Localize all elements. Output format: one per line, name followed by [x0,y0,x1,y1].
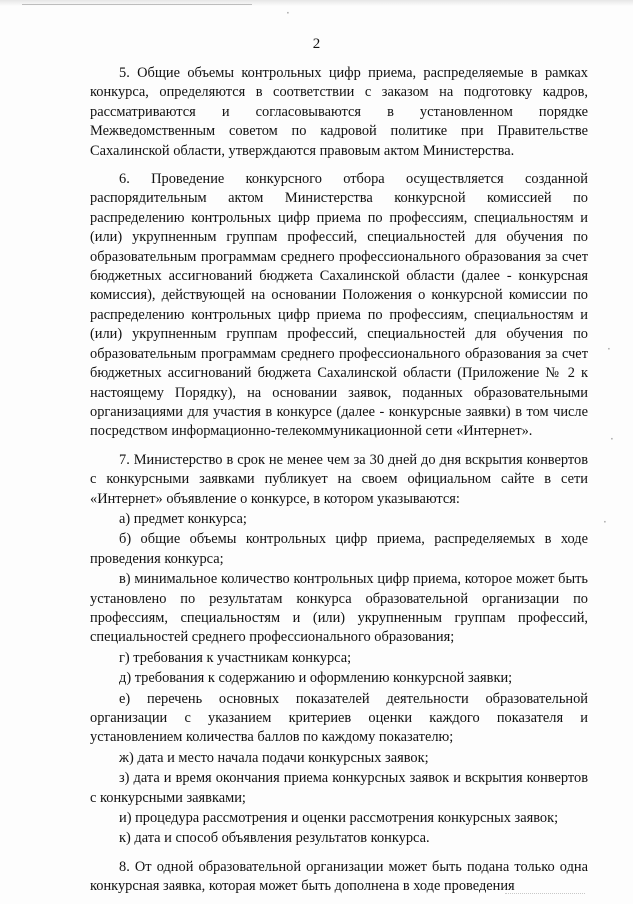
scan-edge [0,0,633,6]
scan-speck: · [286,6,290,20]
list-item-z: з) дата и время окончания приема конкурсных заявок и вскрытия конвертов с конкурсными заявками; [90,770,588,806]
paragraph-5: 5. Общие объемы контрольных цифр приема, распределяемые в рамках конкурса, определяются в соответствии с заказом на подготовку кадров, рассматриваются и согласовываются в установленном порядке Межведомственным советом по кадровой политике при Правительстве Сахалинской области, утверждаются правовым актом Министерства. [90,65,588,159]
list-item-k: к) дата и способ объявления результатов конкурса. [119,830,430,847]
list-item-a: а) предмет конкурса; [119,510,247,527]
list-item-d: д) требования к содержанию и оформлению конкурсной заявки; [119,670,513,687]
paragraph-7: 7. Министерство в срок не менее чем за 30 дней до дня вскрытия конвертов с конкурсными заявками публикует на своем официальном сайте в сети «Интернет» объявление о конкурсе, в котором указываются: [90,451,588,507]
scan-artifact-line [22,4,252,5]
document-body [90,64,588,897]
scan-speck: · [603,515,607,529]
paragraph-8: 8. От одной образовательной организации может быть подана только одна конкурсная заявка, которая может быть дополнена в ходе проведения [90,858,588,895]
scan-speck: · [607,342,611,356]
scan-speck: · [610,432,614,446]
list-item-v: в) минимальное количество контрольных цифр приема, которое может быть установлено по результатам конкурса образовательной организации по профессиям, специальностям и (или) укрупненным группам профессий, специальностей среднего профессионального образования; [90,571,588,646]
scan-artifact-dots [505,893,585,896]
list-item-i: и) процедура рассмотрения и оценки рассмотрения конкурсных заявок; [119,810,559,827]
list-item-e: е) перечень основных показателей деятельности образовательной организации с указанием критериев оценки каждого показателя и установлением количества баллов по каждому показателю; [90,690,588,746]
list-item-g: г) требования к участникам конкурса; [119,649,352,666]
page-number: 2 [312,36,321,52]
list-item-zh: ж) дата и место начала подачи конкурсных заявок; [119,749,429,766]
list-item-b: б) общие объемы контрольных цифр приема, распределяемых в ходе проведения конкурса; [90,531,588,567]
paragraph-6: 6. Проведение конкурсного отбора осуществляется созданной распорядительным актом Министерства конкурсной комиссией по распределению контрольных цифр приема по профессиям, специальностям и (или) укрупненным группам профессий, специальностей для обучения по образовательным программам среднего профессионального образования за счет бюджетных ассигнований бюджета Сахалинской области (далее - конкурсная комиссия), действующей на основании Положения о конкурсной комиссии по распределению контрольных цифр приема по профессиям, специальностям и (или) укрупненным группам профессий, специальностей для обучения по образовательным программам среднего профессионального образования за счет бюджетных ассигнований бюджета Сахалинской области (Приложение № 2 к настоящему Порядку), на основании заявок, поданных образовательными организациями для участия в конкурсе (далее - конкурсные заявки) в том числе посредством информационно-телекоммуникационной сети «Интернет». [90,171,588,440]
